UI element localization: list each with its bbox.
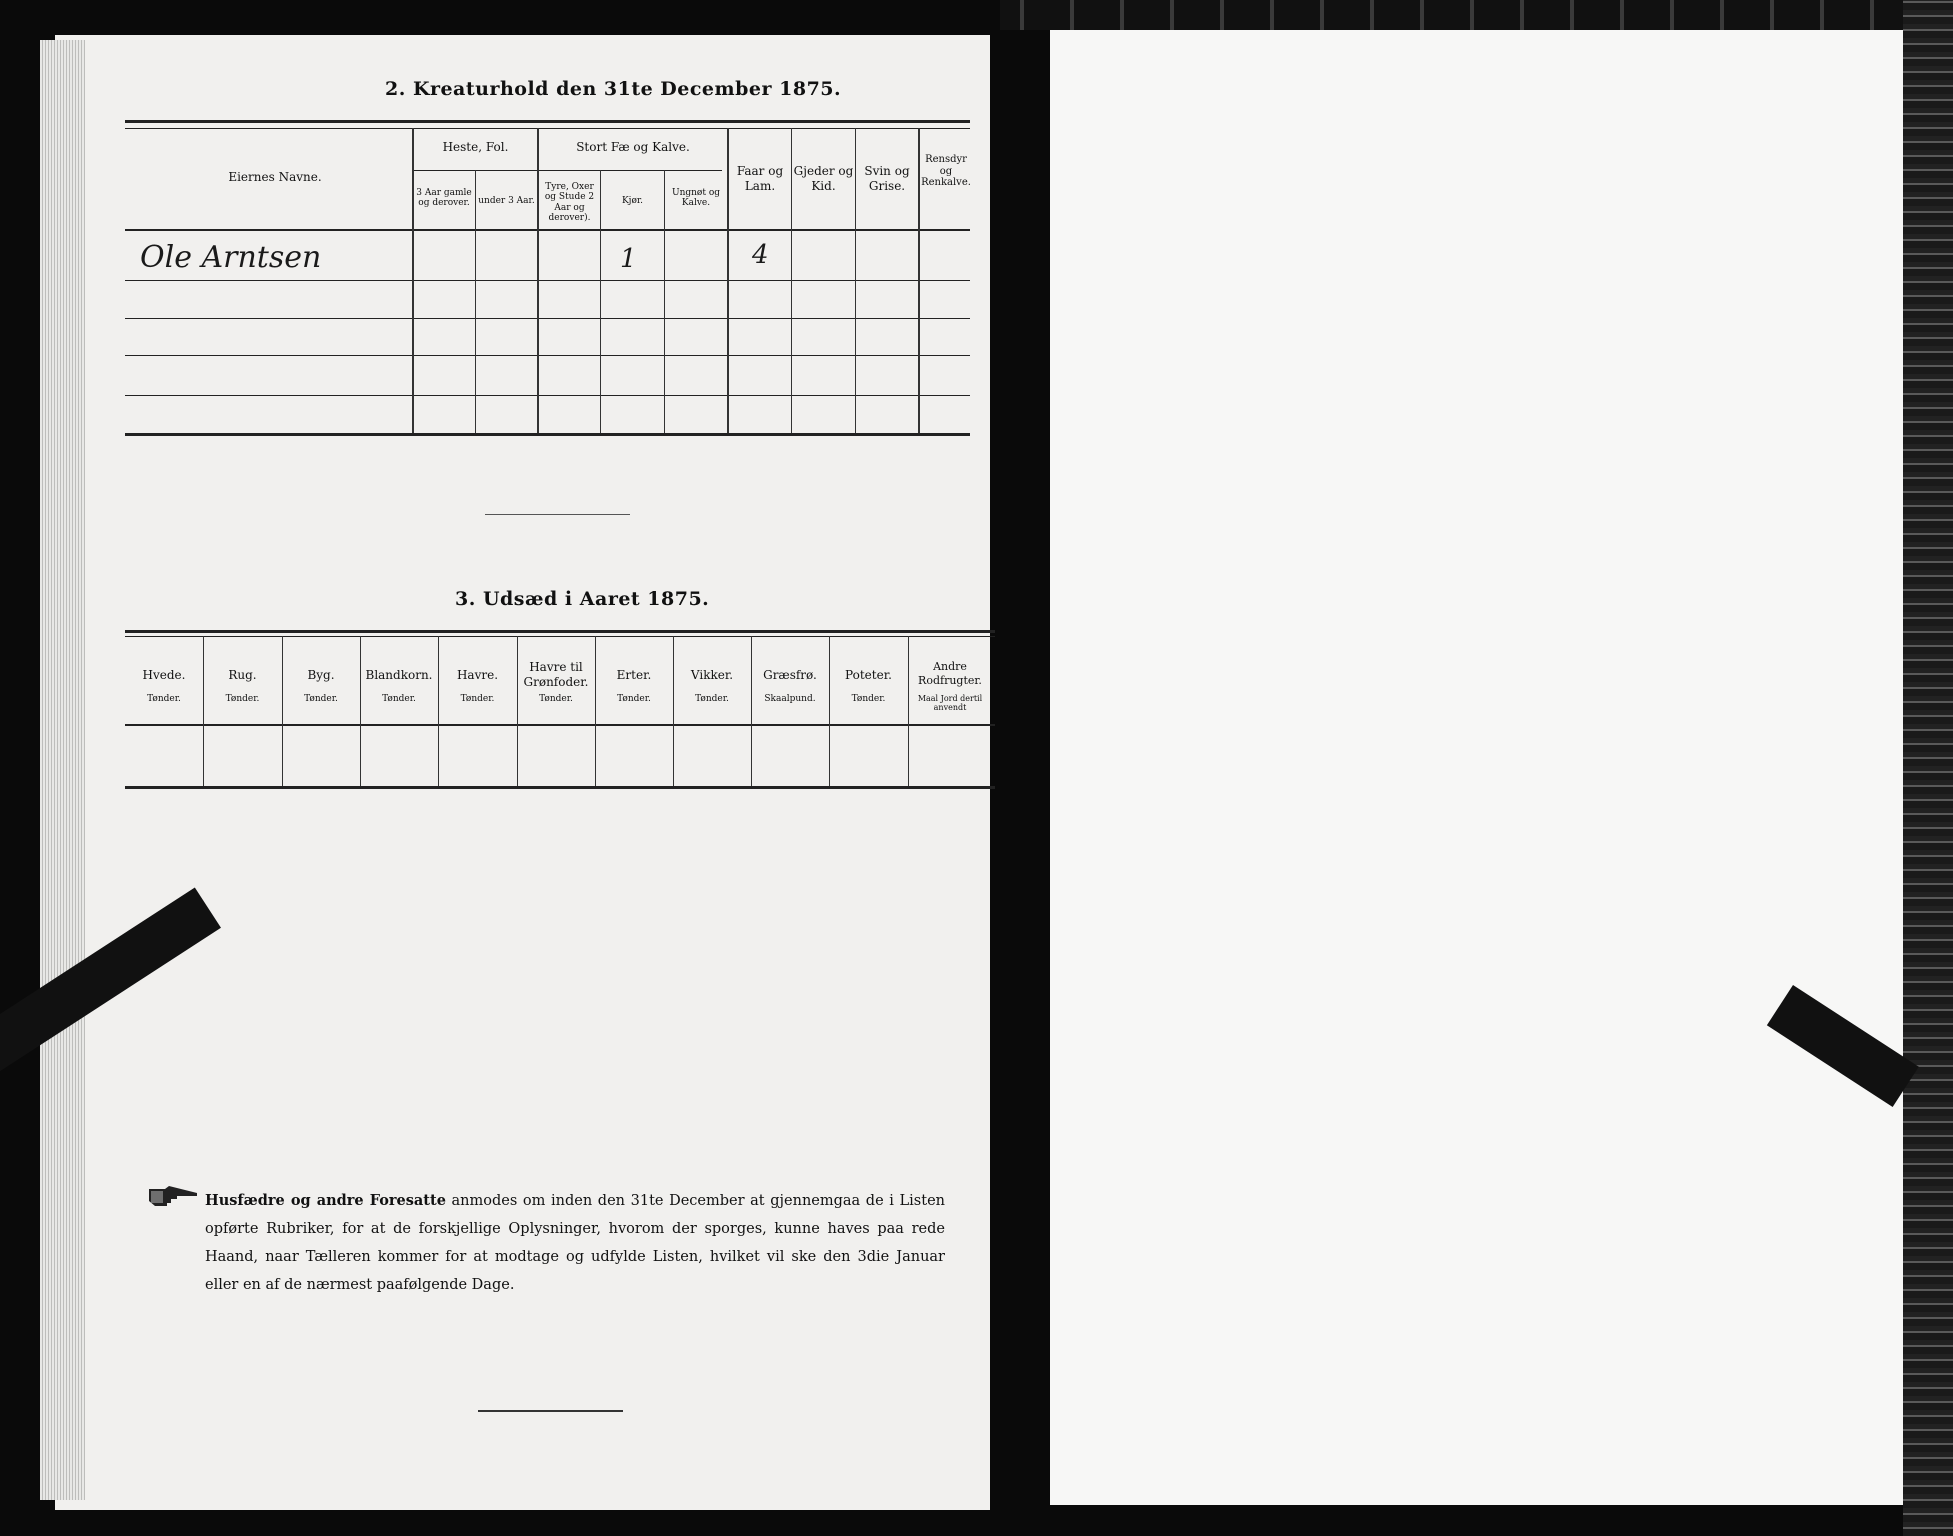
col-blandkorn-unit: Tønder. bbox=[382, 694, 416, 704]
col-graesfro-unit: Skaalpund. bbox=[764, 694, 816, 704]
col-sheep-header: Faar og Lam. bbox=[736, 164, 784, 193]
section-divider bbox=[485, 514, 630, 515]
col-erter: Erter. bbox=[616, 668, 652, 682]
col-pigs-header: Svin og Grise. bbox=[864, 164, 910, 193]
table3-header-rule bbox=[125, 724, 995, 726]
section2-title: 2. Kreaturhold den 31te December 1875. bbox=[385, 78, 842, 100]
pointing-hand-icon bbox=[147, 1183, 201, 1209]
col-havre-gronfoder: Havre til Grønfoder. bbox=[523, 660, 589, 689]
table2-bottom-rule bbox=[125, 433, 970, 436]
col-reindeer-header: Rensdyr og Renkalve. bbox=[921, 154, 971, 188]
notice-paragraph bbox=[205, 1187, 945, 1299]
col-havre-unit: Tønder. bbox=[460, 694, 495, 704]
table2-header-rule bbox=[125, 229, 970, 231]
col-horses-b: under 3 Aar. bbox=[478, 196, 535, 206]
notice-lead: Husfædre og andre Foresatte bbox=[205, 1192, 446, 1209]
col-cattle-header: Stort Fæ og Kalve. bbox=[576, 140, 690, 154]
col-cattle-c: Ungnøt og Kalve. bbox=[671, 188, 720, 209]
col-cattle-a: Tyre, Oxer og Stude 2 Aar og derover). bbox=[544, 182, 595, 224]
row1-sheep-value: 4 bbox=[752, 240, 769, 270]
col-goats-header: Gjeder og Kid. bbox=[793, 164, 854, 193]
col-havre-gronfoder-unit: Tønder. bbox=[539, 694, 573, 704]
scan-right-edge bbox=[1903, 0, 1953, 1536]
col-graesfro: Græsfrø. bbox=[763, 668, 817, 682]
col-rug: Rug. bbox=[228, 668, 257, 682]
table2-top-rule bbox=[125, 120, 970, 123]
col-vikker-unit: Tønder. bbox=[695, 694, 729, 704]
col-blandkorn: Blandkorn. bbox=[365, 668, 433, 682]
page-stack-edge bbox=[40, 40, 85, 1500]
col-horses-a: 3 Aar gamle og derover. bbox=[416, 188, 472, 209]
bottom-rule bbox=[478, 1410, 623, 1412]
col-erter-unit: Tønder. bbox=[617, 694, 651, 704]
row1-cows-value: 1 bbox=[620, 244, 637, 274]
col-poteter-unit: Tønder. bbox=[851, 694, 886, 704]
col-rug-unit: Tønder. bbox=[225, 694, 260, 704]
col-andre-rodfrugter-unit: Maal Jord dertil anvendt bbox=[917, 694, 983, 713]
table3-bottom-rule bbox=[125, 786, 995, 789]
section3-title: 3. Udsæd i Aaret 1875. bbox=[455, 588, 710, 610]
row1-owner-name: Ole Arntsen bbox=[140, 240, 322, 275]
col-havre: Havre. bbox=[456, 668, 499, 682]
col-owner-header: Eiernes Navne. bbox=[228, 170, 322, 184]
col-vikker: Vikker. bbox=[690, 668, 734, 682]
table3-top-rule bbox=[125, 630, 995, 633]
col-horses-header: Heste, Fol. bbox=[442, 140, 509, 154]
col-poteter: Poteter. bbox=[845, 668, 892, 682]
col-andre-rodfrugter: Andre Rodfrugter. bbox=[918, 660, 982, 687]
col-cattle-b: Kjør. bbox=[621, 196, 644, 206]
col-hvede-unit: Tønder. bbox=[147, 694, 181, 704]
col-hvede: Hvede. bbox=[142, 668, 186, 682]
notice-text: anmodes om inden den 31te December at gjennemgaa de i Listen opførte Rubriker, for at de forskjellige Oplysninger, hvorom der sporges, kunne haves paa rede Haand, naar Tælleren kommer for at modtage og udfylde Listen, hvilket vil ske den 3die Januar eller en af de nærmest paafølgende Dage. bbox=[205, 1193, 945, 1293]
scan-top-edge bbox=[1000, 0, 1953, 30]
col-byg: Byg. bbox=[307, 668, 335, 682]
right-page-blank bbox=[1050, 30, 1903, 1505]
col-byg-unit: Tønder. bbox=[304, 694, 338, 704]
